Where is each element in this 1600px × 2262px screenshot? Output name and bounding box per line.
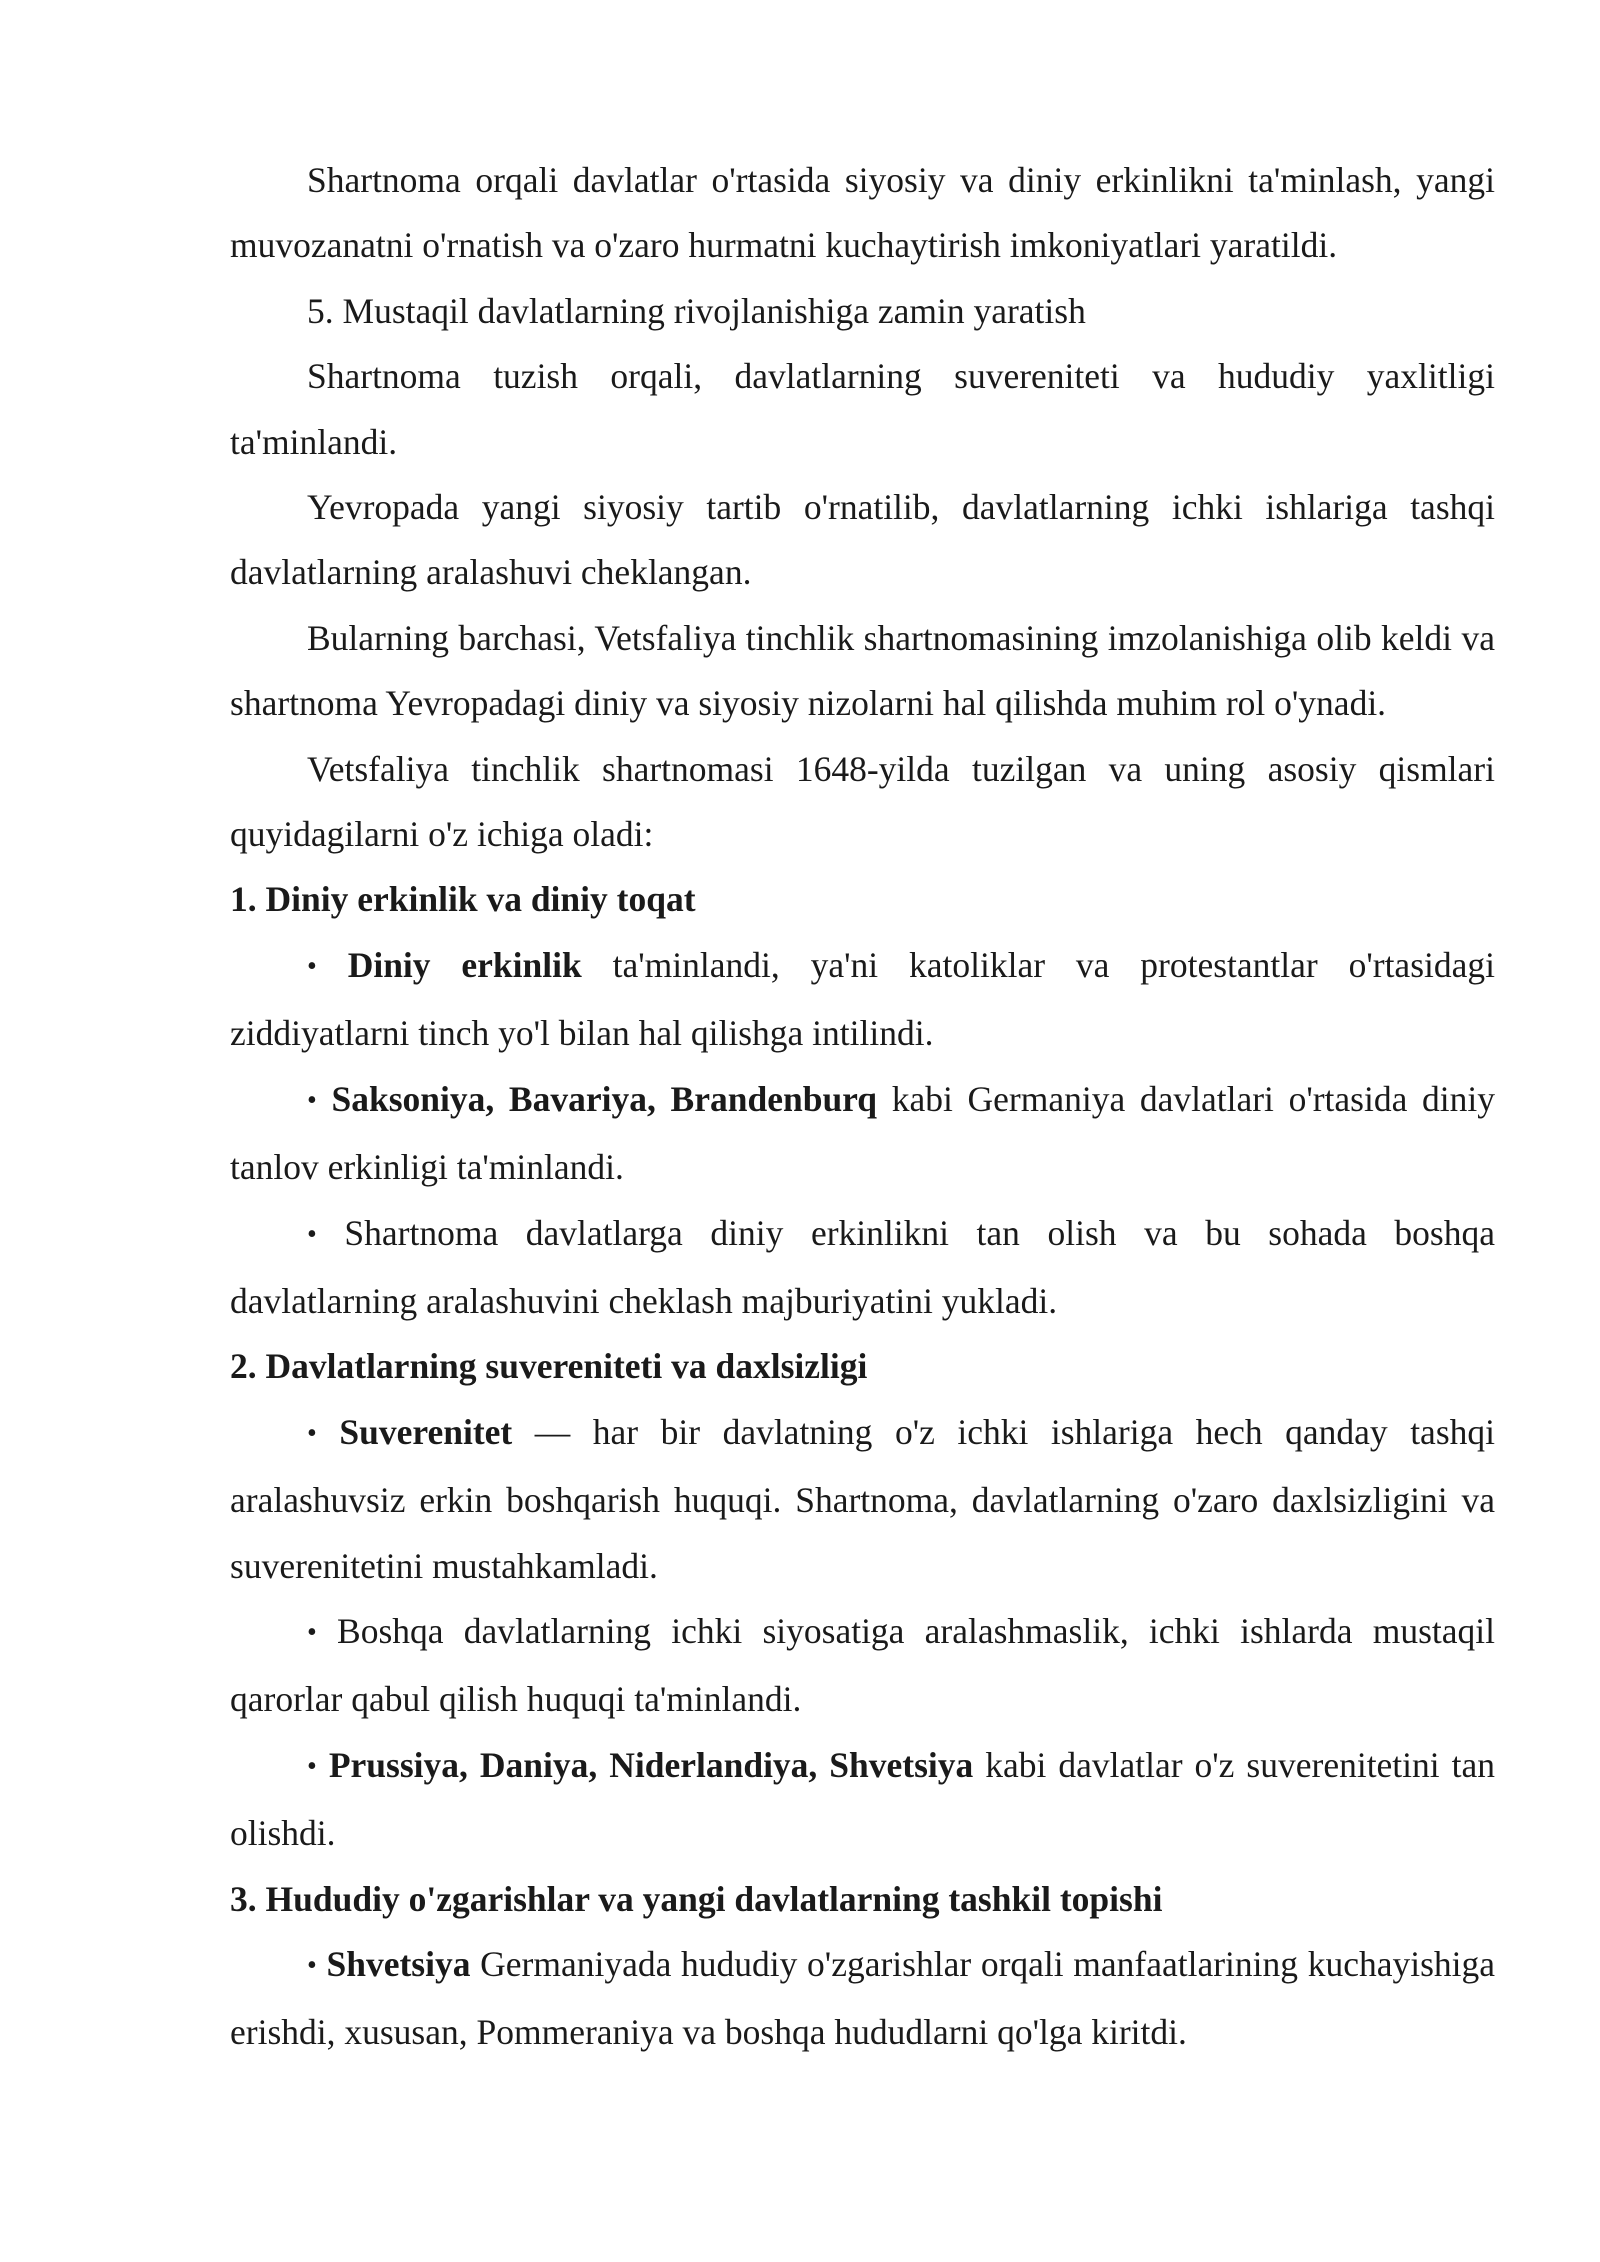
bullet-bold: Shvetsiya <box>326 1943 471 1984</box>
bullet-text: Shartnoma davlatlarga diniy erkinlikni tan olish va bu sohada boshqa davlatlarning aralashuvini cheklash majburiyatini yukladi. <box>230 1212 1495 1321</box>
bullet-item <box>230 1400 1495 1599</box>
bullet-icon: • <box>307 1750 317 1782</box>
bullet-text: kabi davlatlar o'z suverenitetini tan olishdi. <box>230 1744 1496 1854</box>
bullet-text: Boshqa davlatlarning ichki siyosatiga aralashmaslik, ichki ishlarda mustaqil qarorlar qabul qilish huquqi ta'minlandi. <box>230 1610 1495 1720</box>
bullet-icon: • <box>307 1616 317 1648</box>
bullet-bold: Suverenitet <box>339 1411 513 1452</box>
bullet-item <box>230 1733 1495 1867</box>
bullet-icon: • <box>307 1084 317 1116</box>
section-heading: 3. Hududiy o'zgarishlar va yangi davlatlarning tashkil topishi <box>230 1878 1163 1919</box>
bullet-text: ta'minlandi, ya'ni katoliklar va protestantlar o'rtasidagi ziddiyatlarni tinch yo'l bilan hal qilishga intilindi. <box>230 944 1495 1054</box>
paragraph: Shartnoma tuzish orqali, davlatlarning suvereniteti va hududiy yaxlitligi ta'minlandi. <box>230 356 1495 462</box>
bullet-icon: • <box>307 1949 317 1981</box>
paragraph: Bularning barchasi, Vetsfaliya tinchlik shartnomasining imzolanishiga olib keldi va shartnoma Yevropadagi diniy va siyosiy nizolarni hal qilishda muhim rol o'ynadi. <box>230 617 1495 724</box>
paragraph: Yevropada yangi siyosiy tartib o'rnatilib, davlatlarning ichki ishlariga tashqi davlatlarning aralashuvi cheklangan. <box>230 487 1495 593</box>
document-page <box>230 148 1495 2066</box>
bullet-bold: Diniy erkinlik <box>347 944 582 985</box>
bullet-item <box>230 1067 1495 1201</box>
paragraph: Shartnoma orqali davlatlar o'rtasida siyosiy va diniy erkinlikni ta'minlash, yangi muvozanatni o'rnatish va o'zaro hurmatni kuchaytirish imkoniyatlari yaratildi. <box>230 160 1495 266</box>
bullet-text: Germaniyada hududiy o'zgarishlar orqali manfaatlarining kuchayishiga erishdi, xususan, Pommeraniya va boshqa hududlarni qo'lga kiritdi. <box>230 1943 1496 2053</box>
bullet-item <box>230 1201 1495 1335</box>
bullet-item <box>230 1599 1495 1733</box>
bullet-text: kabi Germaniya davlatlari o'rtasida diniy tanlov erkinligi ta'minlandi. <box>230 1078 1495 1188</box>
bullet-item <box>230 1932 1495 2066</box>
bullet-text: — har bir davlatning o'z ichki ishlariga hech qanday tashqi aralashuvsiz erkin boshqarish huquqi. Shartnoma, davlatlarning o'zaro daxlsizligini va suverenitetini mustahkamladi. <box>230 1411 1495 1586</box>
bullet-bold: Prussiya, Daniya, Niderlandiya, Shvetsiya <box>328 1744 974 1785</box>
bullet-icon: • <box>307 1218 317 1250</box>
bullet-bold: Saksoniya, Bavariya, Brandenburq <box>331 1078 878 1119</box>
bullet-icon: • <box>307 1417 317 1449</box>
section-title-5: 5. Mustaqil davlatlarning rivojlanishiga zamin yaratish <box>307 290 1086 331</box>
paragraph: Vetsfaliya tinchlik shartnomasi 1648-yilda tuzilgan va uning asosiy qismlari quyidagilarni o'z ichiga oladi: <box>230 748 1495 855</box>
section-heading: 2. Davlatlarning suvereniteti va daxlsizligi <box>230 1346 868 1387</box>
section-heading: 1. Diniy erkinlik va diniy toqat <box>230 879 696 920</box>
bullet-icon: • <box>307 950 317 982</box>
bullet-item <box>230 933 1495 1067</box>
